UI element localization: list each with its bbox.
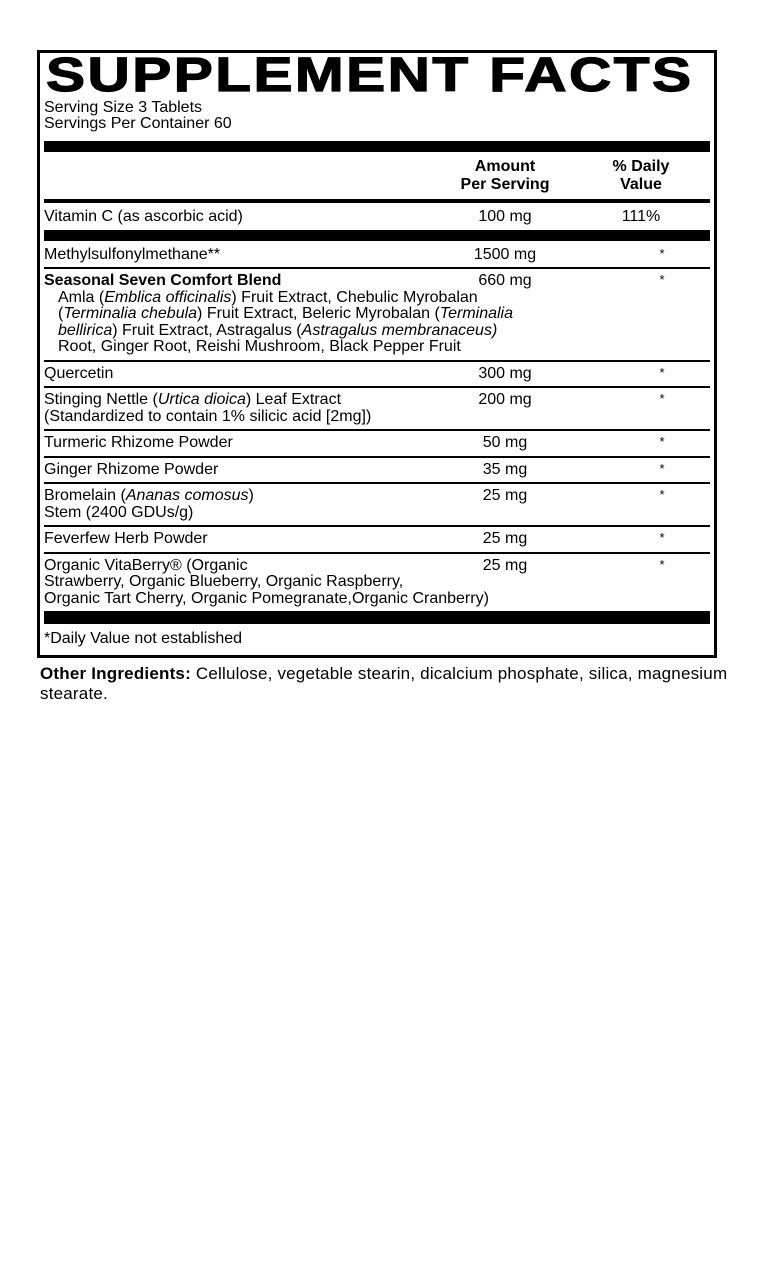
ingredient-name: Vitamin C (as ascorbic acid) [44, 208, 243, 225]
ingredient-row [44, 267, 710, 360]
ingredient-row [44, 456, 710, 483]
ingredient-row [44, 386, 710, 429]
ingredient-row [44, 482, 710, 525]
ingredient-row [44, 429, 710, 456]
amount-value: 35 mg [482, 460, 528, 478]
daily-value: * [659, 530, 665, 545]
ingredient-rows [44, 241, 710, 612]
ingredient-name: Ginger Rhizome Powder [44, 460, 219, 478]
daily-value: * [659, 391, 665, 406]
ingredient-name: Quercetin [44, 364, 114, 382]
ingredient-row [44, 241, 710, 268]
ingredient-row [44, 525, 710, 552]
daily-value: * [659, 487, 665, 502]
other-ingredients [40, 664, 742, 703]
ingredient-name: Turmeric Rhizome Powder [44, 434, 233, 451]
supplement-facts-panel [37, 50, 717, 658]
daily-value: * [659, 364, 665, 380]
ingredient-name: Bromelain (Ananas comosus) Stem (2400 GDUs/g) [44, 487, 254, 521]
daily-value: * [659, 434, 665, 449]
column-headers [44, 152, 710, 199]
amount-column-header: Amount Per Serving [460, 158, 550, 193]
ingredient-row [44, 552, 710, 612]
ingredient-row [44, 203, 710, 230]
servings-per-container: Servings Per Container 60 [44, 115, 232, 132]
serving-size: Serving Size 3 Tablets [44, 99, 203, 116]
daily-value: * [659, 460, 665, 476]
amount-value: 1500 mg [473, 245, 537, 263]
daily-value: * [659, 272, 665, 287]
amount-value: 660 mg [478, 272, 532, 289]
amount-value: 200 mg [478, 391, 532, 408]
ingredient-name: Feverfew Herb Powder [44, 530, 208, 547]
divider-bar-bottom [44, 611, 710, 624]
vitamin-row-slot [44, 203, 710, 230]
ingredient-name: Methylsulfonylmethane** [44, 245, 221, 263]
amount-value: 25 mg [482, 487, 528, 504]
divider-bar-top [44, 141, 710, 152]
amount-value: 25 mg [482, 530, 528, 547]
divider-bar-mid [44, 230, 710, 241]
amount-value: 300 mg [478, 364, 532, 382]
daily-value: * [659, 556, 665, 572]
ingredient-row [44, 360, 710, 387]
other-ingredients-label: Other Ingredients: [40, 664, 191, 683]
daily-value: 111% [621, 208, 661, 225]
amount-value: 100 mg [478, 208, 532, 225]
daily-value-column-header: % Daily Value [612, 158, 670, 193]
amount-value: 25 mg [482, 556, 528, 574]
daily-value: * [659, 245, 665, 261]
serving-info [44, 100, 710, 132]
ingredient-name: Seasonal Seven Comfort Blend Amla (Emblica officinalis) Fruit Extract, Chebulic Myrobalan (Terminalia chebula) Fruit Extract, Beleric Myrobalan (Terminalia bellirica) Fruit Extract, Astragalus (Astragalus membranaceus) Root, Ginger Root, Reishi Mushroom, Black Pepper Fruit [44, 272, 513, 355]
amount-value: 50 mg [482, 434, 528, 451]
ingredient-name: Organic VitaBerry® (Organic Strawberry, Organic Blueberry, Organic Raspberry, Organic Tart Cherry, Organic Pomegranate,Organic Cranberry) [44, 556, 489, 607]
panel-title: SUPPLEMENT FACTS [46, 49, 694, 102]
ingredient-name: Stinging Nettle (Urtica dioica) Leaf Extract (Standardized to contain 1% silicic acid [2mg]) [44, 391, 372, 425]
other-ingredients-text: Cellulose, vegetable stearin, dicalcium phosphate, silica, magnesium stearate. [40, 664, 728, 703]
daily-value-footnote: *Daily Value not established [44, 630, 243, 647]
